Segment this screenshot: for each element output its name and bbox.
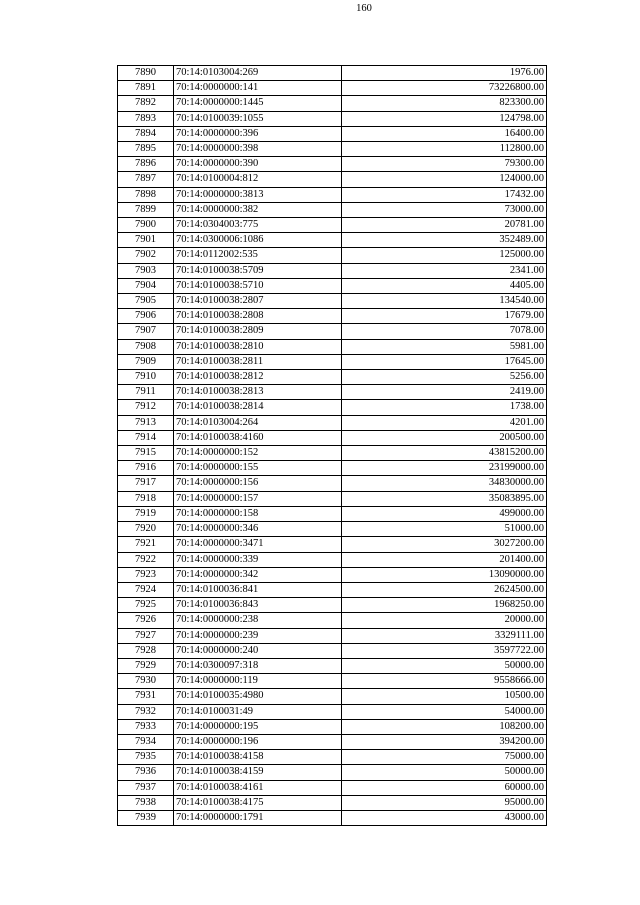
value-cell: 73000.00 (342, 202, 547, 217)
table-row (118, 263, 547, 278)
row-number-cell: 7934 (118, 734, 174, 749)
cadastral-number-cell: 70:14:0100038:2814 (174, 400, 342, 415)
table-row (118, 218, 547, 233)
cadastral-number-cell: 70:14:0300097:318 (174, 658, 342, 673)
value-cell: 4405.00 (342, 278, 547, 293)
value-cell: 51000.00 (342, 522, 547, 537)
table-row (118, 248, 547, 263)
cadastral-number-cell: 70:14:0100038:2810 (174, 339, 342, 354)
value-cell: 2624500.00 (342, 582, 547, 597)
row-number-cell: 7920 (118, 522, 174, 537)
table-row (118, 506, 547, 521)
row-number-cell: 7901 (118, 233, 174, 248)
table-row (118, 491, 547, 506)
cadastral-number-cell: 70:14:0304003:775 (174, 218, 342, 233)
value-cell: 54000.00 (342, 704, 547, 719)
value-cell: 20781.00 (342, 218, 547, 233)
table-row (118, 142, 547, 157)
value-cell: 1976.00 (342, 66, 547, 81)
row-number-cell: 7904 (118, 278, 174, 293)
cadastral-number-cell: 70:14:0100035:4980 (174, 689, 342, 704)
table-row (118, 704, 547, 719)
value-cell: 124000.00 (342, 172, 547, 187)
row-number-cell: 7917 (118, 476, 174, 491)
cadastral-number-cell: 70:14:0000000:157 (174, 491, 342, 506)
value-cell: 125000.00 (342, 248, 547, 263)
row-number-cell: 7921 (118, 537, 174, 552)
cadastral-number-cell: 70:14:0100036:841 (174, 582, 342, 597)
table-row (118, 81, 547, 96)
row-number-cell: 7894 (118, 126, 174, 141)
row-number-cell: 7906 (118, 309, 174, 324)
table-row (118, 476, 547, 491)
value-cell: 3329111.00 (342, 628, 547, 643)
cadastral-number-cell: 70:14:0100004:812 (174, 172, 342, 187)
value-cell: 3597722.00 (342, 643, 547, 658)
value-cell: 75000.00 (342, 750, 547, 765)
table-row (118, 354, 547, 369)
row-number-cell: 7899 (118, 202, 174, 217)
table-row (118, 66, 547, 81)
value-cell: 2419.00 (342, 385, 547, 400)
row-number-cell: 7939 (118, 810, 174, 825)
cadastral-number-cell: 70:14:0000000:382 (174, 202, 342, 217)
value-cell: 108200.00 (342, 719, 547, 734)
table-row (118, 172, 547, 187)
cadastral-number-cell: 70:14:0000000:158 (174, 506, 342, 521)
value-cell: 43815200.00 (342, 446, 547, 461)
row-number-cell: 7914 (118, 430, 174, 445)
row-number-cell: 7893 (118, 111, 174, 126)
row-number-cell: 7915 (118, 446, 174, 461)
cadastral-number-cell: 70:14:0000000:390 (174, 157, 342, 172)
cadastral-number-cell: 70:14:0000000:238 (174, 613, 342, 628)
row-number-cell: 7905 (118, 294, 174, 309)
table-row (118, 202, 547, 217)
cadastral-number-cell: 70:14:0000000:240 (174, 643, 342, 658)
value-cell: 1968250.00 (342, 598, 547, 613)
table-row (118, 187, 547, 202)
value-cell: 124798.00 (342, 111, 547, 126)
value-cell: 13090000.00 (342, 567, 547, 582)
value-cell: 2341.00 (342, 263, 547, 278)
cadastral-number-cell: 70:14:0000000:119 (174, 674, 342, 689)
value-cell: 60000.00 (342, 780, 547, 795)
cadastral-number-cell: 70:14:0000000:1445 (174, 96, 342, 111)
value-cell: 79300.00 (342, 157, 547, 172)
table-row (118, 415, 547, 430)
table-row (118, 658, 547, 673)
row-number-cell: 7929 (118, 658, 174, 673)
cadastral-number-cell: 70:14:0100036:843 (174, 598, 342, 613)
table-row (118, 582, 547, 597)
value-cell: 9558666.00 (342, 674, 547, 689)
row-number-cell: 7912 (118, 400, 174, 415)
value-cell: 200500.00 (342, 430, 547, 445)
cadastral-number-cell: 70:14:0300006:1086 (174, 233, 342, 248)
row-number-cell: 7925 (118, 598, 174, 613)
table-row (118, 765, 547, 780)
row-number-cell: 7913 (118, 415, 174, 430)
cadastral-number-cell: 70:14:0000000:156 (174, 476, 342, 491)
cadastral-number-cell: 70:14:0100038:2807 (174, 294, 342, 309)
value-cell: 7078.00 (342, 324, 547, 339)
cadastral-number-cell: 70:14:0100031:49 (174, 704, 342, 719)
value-cell: 394200.00 (342, 734, 547, 749)
table-row (118, 370, 547, 385)
table-row (118, 734, 547, 749)
cadastral-number-cell: 70:14:0100038:5709 (174, 263, 342, 278)
cadastral-number-cell: 70:14:0000000:396 (174, 126, 342, 141)
table-row (118, 111, 547, 126)
cadastral-number-cell: 70:14:0100038:4161 (174, 780, 342, 795)
value-cell: 134540.00 (342, 294, 547, 309)
value-cell: 4201.00 (342, 415, 547, 430)
registry-table (117, 65, 547, 826)
page-number: 160 (356, 3, 372, 14)
row-number-cell: 7910 (118, 370, 174, 385)
value-cell: 95000.00 (342, 795, 547, 810)
table-row (118, 96, 547, 111)
table-row (118, 309, 547, 324)
value-cell: 17679.00 (342, 309, 547, 324)
value-cell: 10500.00 (342, 689, 547, 704)
value-cell: 17645.00 (342, 354, 547, 369)
cadastral-number-cell: 70:14:0000000:155 (174, 461, 342, 476)
cadastral-number-cell: 70:14:0000000:1791 (174, 810, 342, 825)
row-number-cell: 7895 (118, 142, 174, 157)
row-number-cell: 7922 (118, 552, 174, 567)
table-row (118, 537, 547, 552)
value-cell: 23199000.00 (342, 461, 547, 476)
row-number-cell: 7937 (118, 780, 174, 795)
table-row (118, 400, 547, 415)
cadastral-number-cell: 70:14:0100039:1055 (174, 111, 342, 126)
value-cell: 73226800.00 (342, 81, 547, 96)
row-number-cell: 7907 (118, 324, 174, 339)
cadastral-number-cell: 70:14:0100038:4175 (174, 795, 342, 810)
cadastral-number-cell: 70:14:0112002:535 (174, 248, 342, 263)
cadastral-number-cell: 70:14:0100038:2808 (174, 309, 342, 324)
value-cell: 50000.00 (342, 765, 547, 780)
cadastral-number-cell: 70:14:0000000:3471 (174, 537, 342, 552)
row-number-cell: 7927 (118, 628, 174, 643)
value-cell: 50000.00 (342, 658, 547, 673)
table-row (118, 294, 547, 309)
table-row (118, 461, 547, 476)
cadastral-number-cell: 70:14:0000000:398 (174, 142, 342, 157)
table-row (118, 522, 547, 537)
row-number-cell: 7930 (118, 674, 174, 689)
row-number-cell: 7924 (118, 582, 174, 597)
cadastral-number-cell: 70:14:0000000:195 (174, 719, 342, 734)
table-row (118, 628, 547, 643)
cadastral-number-cell: 70:14:0000000:346 (174, 522, 342, 537)
table-row (118, 567, 547, 582)
row-number-cell: 7900 (118, 218, 174, 233)
table-row (118, 446, 547, 461)
row-number-cell: 7936 (118, 765, 174, 780)
registry-table-body (118, 66, 547, 826)
cadastral-number-cell: 70:14:0000000:196 (174, 734, 342, 749)
table-row (118, 613, 547, 628)
table-row (118, 750, 547, 765)
value-cell: 35083895.00 (342, 491, 547, 506)
value-cell: 499000.00 (342, 506, 547, 521)
cadastral-number-cell: 70:14:0100038:4160 (174, 430, 342, 445)
row-number-cell: 7909 (118, 354, 174, 369)
value-cell: 20000.00 (342, 613, 547, 628)
cadastral-number-cell: 70:14:0000000:141 (174, 81, 342, 96)
cadastral-number-cell: 70:14:0103004:264 (174, 415, 342, 430)
value-cell: 43000.00 (342, 810, 547, 825)
row-number-cell: 7923 (118, 567, 174, 582)
row-number-cell: 7911 (118, 385, 174, 400)
cadastral-number-cell: 70:14:0000000:339 (174, 552, 342, 567)
table-row (118, 780, 547, 795)
row-number-cell: 7938 (118, 795, 174, 810)
row-number-cell: 7933 (118, 719, 174, 734)
cadastral-number-cell: 70:14:0100038:4159 (174, 765, 342, 780)
cadastral-number-cell: 70:14:0100038:5710 (174, 278, 342, 293)
value-cell: 1738.00 (342, 400, 547, 415)
row-number-cell: 7896 (118, 157, 174, 172)
value-cell: 823300.00 (342, 96, 547, 111)
table-row (118, 674, 547, 689)
table-row (118, 278, 547, 293)
table-row (118, 552, 547, 567)
row-number-cell: 7918 (118, 491, 174, 506)
cadastral-number-cell: 70:14:0000000:239 (174, 628, 342, 643)
row-number-cell: 7916 (118, 461, 174, 476)
table-row (118, 324, 547, 339)
row-number-cell: 7903 (118, 263, 174, 278)
row-number-cell: 7892 (118, 96, 174, 111)
cadastral-number-cell: 70:14:0103004:269 (174, 66, 342, 81)
table-row (118, 385, 547, 400)
cadastral-number-cell: 70:14:0100038:2811 (174, 354, 342, 369)
cadastral-number-cell: 70:14:0000000:342 (174, 567, 342, 582)
table-row (118, 430, 547, 445)
value-cell: 3027200.00 (342, 537, 547, 552)
cadastral-number-cell: 70:14:0000000:3813 (174, 187, 342, 202)
table-row (118, 643, 547, 658)
table-row (118, 598, 547, 613)
row-number-cell: 7935 (118, 750, 174, 765)
row-number-cell: 7926 (118, 613, 174, 628)
row-number-cell: 7897 (118, 172, 174, 187)
table-row (118, 795, 547, 810)
row-number-cell: 7908 (118, 339, 174, 354)
table-row (118, 719, 547, 734)
row-number-cell: 7928 (118, 643, 174, 658)
cadastral-number-cell: 70:14:0100038:2809 (174, 324, 342, 339)
cadastral-number-cell: 70:14:0100038:4158 (174, 750, 342, 765)
value-cell: 34830000.00 (342, 476, 547, 491)
table-row (118, 810, 547, 825)
value-cell: 112800.00 (342, 142, 547, 157)
table-row (118, 233, 547, 248)
row-number-cell: 7891 (118, 81, 174, 96)
cadastral-number-cell: 70:14:0100038:2812 (174, 370, 342, 385)
table-row (118, 126, 547, 141)
row-number-cell: 7919 (118, 506, 174, 521)
table-row (118, 157, 547, 172)
value-cell: 17432.00 (342, 187, 547, 202)
row-number-cell: 7902 (118, 248, 174, 263)
cadastral-number-cell: 70:14:0100038:2813 (174, 385, 342, 400)
row-number-cell: 7931 (118, 689, 174, 704)
value-cell: 16400.00 (342, 126, 547, 141)
value-cell: 352489.00 (342, 233, 547, 248)
value-cell: 5981.00 (342, 339, 547, 354)
value-cell: 5256.00 (342, 370, 547, 385)
cadastral-number-cell: 70:14:0000000:152 (174, 446, 342, 461)
value-cell: 201400.00 (342, 552, 547, 567)
table-row (118, 339, 547, 354)
row-number-cell: 7898 (118, 187, 174, 202)
row-number-cell: 7932 (118, 704, 174, 719)
row-number-cell: 7890 (118, 66, 174, 81)
table-row (118, 689, 547, 704)
